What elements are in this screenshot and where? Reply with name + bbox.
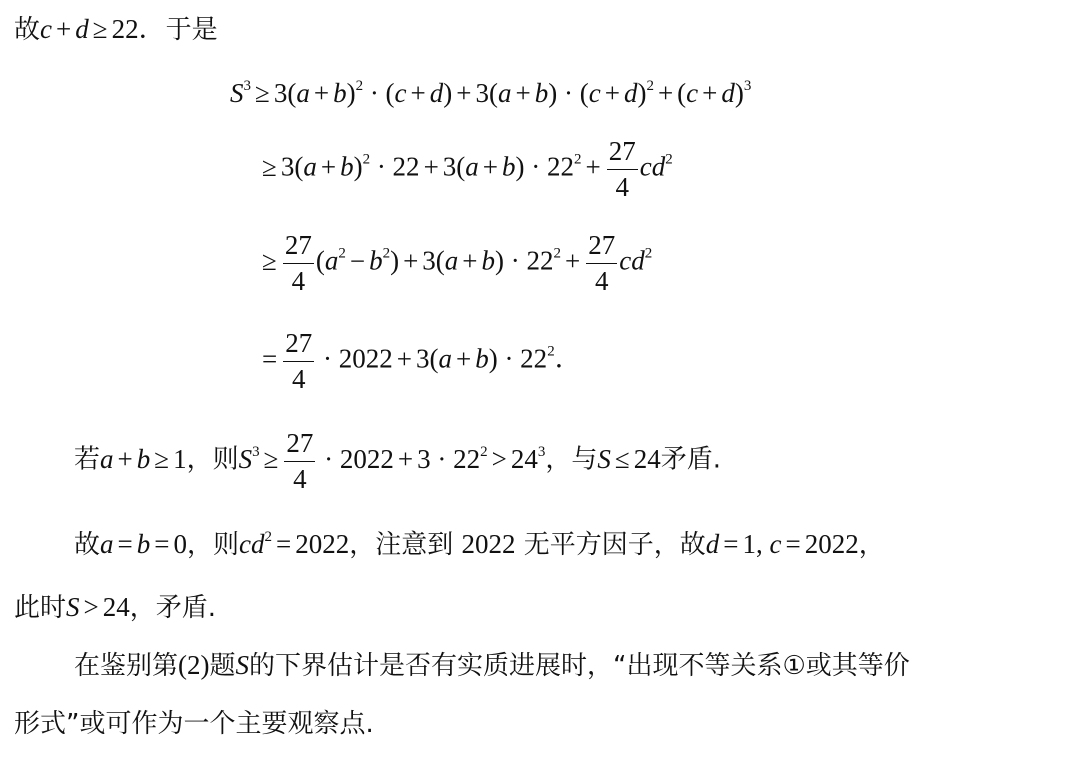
text-line-3: 故a = b = 0，则$cd^2 = 2022$，注意到 2022 无平方因子，故d = 1, c = 2022，: [74, 529, 885, 560]
text-line-1: 故c + d ≥ 22．于是: [14, 14, 218, 45]
equation-line-1: $S^3 \ge 3(a + b)^2 \cdot (c + d) + 3(a + b) \cdot (c + d)^2 + (c + d)^3$: [230, 78, 752, 108]
fraction-27-4: $\frac{27}{4}$: [286, 428, 314, 494]
text-line-2: 若a + b ≥ 1，则$S^3$ ≥ $\frac{27}{4}$ · $2022 + 3 \cdot 22^2 > 24^3$，与S ≤ 24矛盾.: [74, 428, 721, 494]
equation-line-2: ≥ $3(a + b)^2 \cdot 22 + 3(a + b) \cdot 22^2$ + $\frac{27}{4}$ $cd^2$: [262, 136, 673, 202]
fraction-27-4: $\frac{27}{4}$: [285, 328, 313, 394]
fraction-27-4: $\frac{27}{4}$: [608, 136, 636, 202]
equation-line-4: = $\frac{27}{4}$ · $2022 + 3(a + b) \cdot 22^2$．: [262, 328, 582, 394]
text-line-6: 形式”或可作为一个主要观察点.: [14, 709, 374, 739]
fraction-27-4: $\frac{27}{4}$: [588, 230, 616, 296]
text-line-5: 在鉴别第(2)题S的下界估计是否有实质进展时，“出现不等关系①或其等价: [74, 650, 910, 681]
text-line-4: 此时S > 24，矛盾.: [14, 592, 217, 623]
fraction-27-4: $\frac{27}{4}$: [284, 230, 312, 296]
equation-line-3: ≥ $\frac{27}{4}$ $(a^2 - b^2) + 3(a + b) \cdot 22^2$ + $\frac{27}{4}$ $cd^2$: [262, 230, 653, 296]
